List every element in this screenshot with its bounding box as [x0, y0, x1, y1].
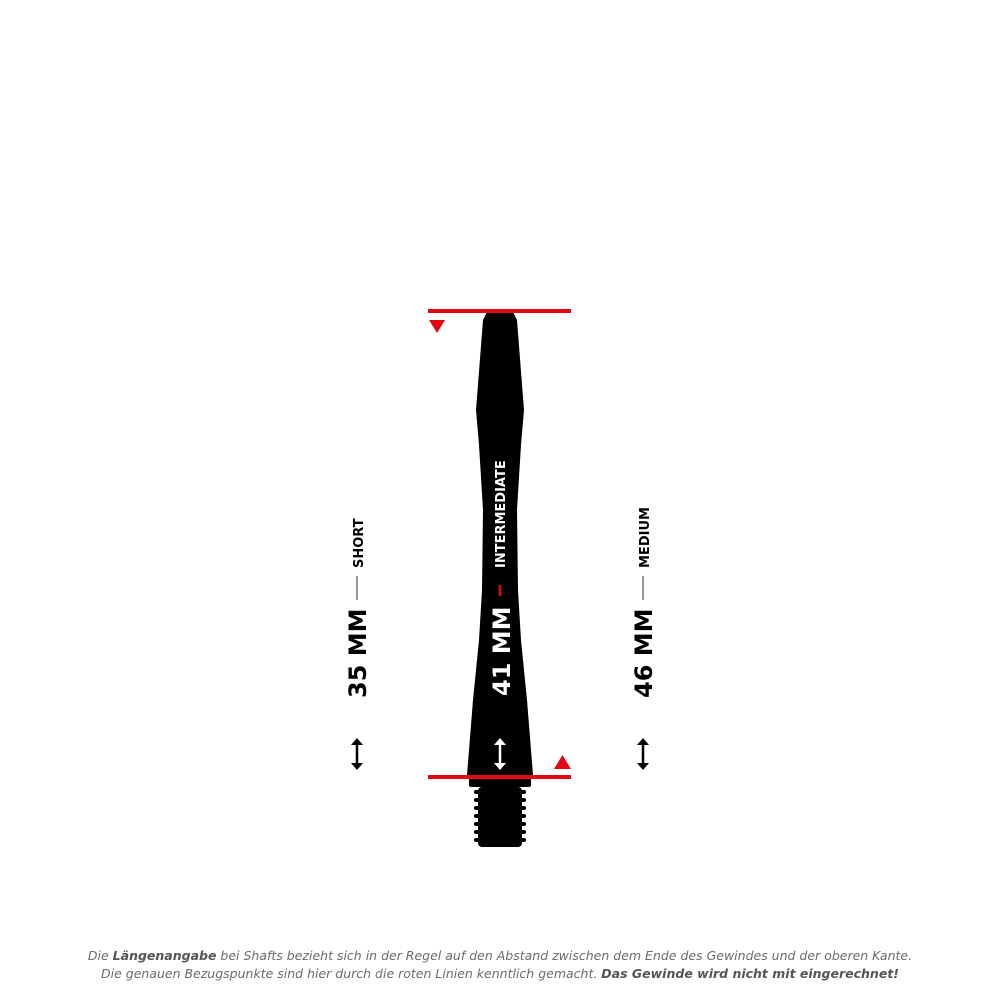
- short-length: 35 MM: [344, 608, 372, 698]
- medium-length: 46 MM: [630, 608, 658, 698]
- caption-line-1: [0, 947, 1000, 965]
- caption-line2-bold: Das Gewinde wird nicht mit eingerechnet!: [601, 966, 899, 981]
- medium-size-label: [630, 507, 658, 770]
- intermediate-length: 41 MM: [488, 606, 516, 696]
- caption-line1-bold: Längenangabe: [112, 948, 217, 963]
- intermediate-name: INTERMEDIATE: [494, 460, 509, 568]
- caption-line2-rest: Die genauen Bezugspunkte sind hier durch die roten Linien kenntlich gemacht.: [101, 966, 602, 981]
- short-name: SHORT: [352, 518, 367, 568]
- caption-line1-rest: bei Shafts bezieht sich in der Regel auf den Abstand zwischen dem Ende des Gewindes und der oberen Kante.: [216, 948, 913, 963]
- short-size-label: [344, 518, 372, 770]
- shaft-thread: [474, 787, 526, 847]
- caption-line-2: [0, 965, 1000, 983]
- double-arrow-vertical-icon: [637, 738, 649, 770]
- double-arrow-vertical-icon: [351, 738, 363, 770]
- medium-name: MEDIUM: [638, 507, 653, 568]
- caption-line1-prefix: Die: [87, 948, 113, 963]
- bottom-reference-triangle-icon: [554, 755, 571, 769]
- top-reference-triangle-icon: [429, 320, 445, 333]
